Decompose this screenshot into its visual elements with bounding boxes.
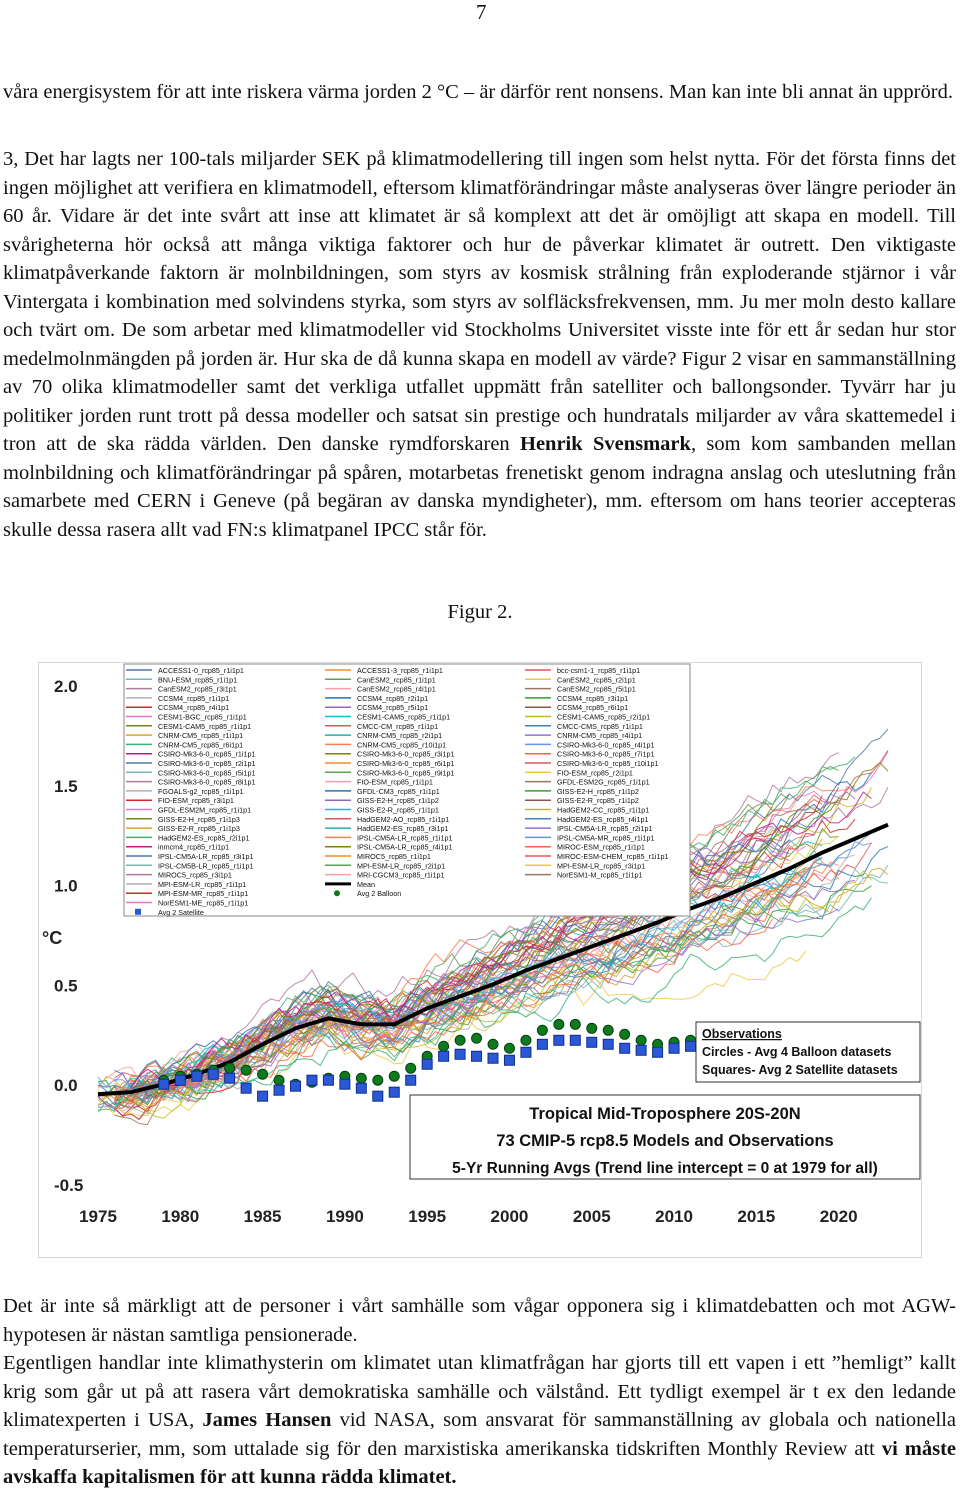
paragraph-2-text-a: 3, Det har lagts ner 100-tals miljarder SEK på klimatmodellering till ingen som helst nytta. För det första finns det ingen möjlighet att verifiera en klimatmodell, eftersom klimatförändringar måste analyseras över längre perioder än 60 år. Vidare är det inte svårt att inse att klimatet är så komplext att det är omöjligt att skapa en modell. Till svårigheterna hör också att många viktiga faktorer och hur de påverkar klimatet är outrett. Den viktigaste klimatpåverkande faktorn är molnbildningen, som styrs av kosmisk strålning från exploderande stjärnor i vår Vintergata i kombination med solvindens styrka, som styrs av solfläcksfrekvensen, mm. Ju mer moln desto kallare och tvärt om. De som arbetar med klimatmodeller vid Stockholms Universitet visste inte för ett år sedan hur stor medelmolnmängden på jorden är. Hur ska de då kunna skapa en modell av värde? Figur 2 visar en sammanställning av 70 olika klimatmodeller samt det verkliga utfallet uppmätt från satelliter och ballongsonder. Tyvärr har ju politiker jorden runt trott på dessa modeller och satsat sin prestige och hundratals miljarder av våra skattemedel i tron att de ska rädda världen. Den danske rymdforskaren: [3, 148, 956, 455]
legend-entry: ACCESS1-0_rcp85_r1i1p1: [158, 666, 244, 675]
observations-line: Observations: [702, 1027, 782, 1041]
balloon-point: [225, 1063, 235, 1073]
balloon-point: [472, 1033, 482, 1043]
y-tick-label: 1.0: [54, 876, 78, 896]
paragraph-1: våra energisystem för att inte riskera värma jorden 2 °C – är därför rent nonsens. Man kan inte bli annat än upprörd.: [3, 81, 953, 103]
legend-entry: CSIRO-Mk3-6-0_rcp85_r10i1p1: [557, 759, 659, 768]
satellite-point: [472, 1051, 482, 1061]
legend-entry: BNU-ESM_rcp85_r1i1p1: [158, 675, 238, 685]
legend-entry: CMCC-CM_rcp85_r1i1p1: [357, 721, 439, 731]
legend-entry: CanESM2_rcp85_r2i1p1: [557, 675, 636, 685]
satellite-point: [406, 1075, 416, 1085]
balloon-point: [554, 1019, 564, 1029]
balloon-point: [587, 1023, 597, 1033]
satellite-point: [537, 1039, 547, 1049]
legend-entry: CCSM4_rcp85_r3i1p1: [557, 693, 629, 703]
x-tick-label: 1980: [161, 1207, 200, 1226]
x-tick-label: 1985: [243, 1207, 282, 1226]
legend-entry: HadGEM2-ES_rcp85_r3i1p1: [357, 824, 449, 834]
satellite-point: [389, 1087, 399, 1097]
legend-entry: MPI-ESM-LR_rcp85_r3i1p1: [557, 861, 646, 871]
satellite-point: [159, 1079, 169, 1089]
legend-entry: CMCC-CMS_rcp85_r1i1p1: [557, 721, 643, 731]
legend-entry: GISS-E2-H_rcp85_r1i1p2: [557, 786, 639, 796]
satellite-point: [274, 1085, 284, 1095]
balloon-point: [504, 1043, 514, 1053]
satellite-point: [504, 1055, 514, 1065]
legend-entry: CESM1-CAM5_rcp85_r1i1p1: [158, 721, 252, 731]
legend-entry: MPI-ESM-LR_rcp85_r1i1p1: [158, 879, 247, 889]
balloon-point: [258, 1069, 268, 1079]
legend-entry: Avg 2 Balloon: [357, 889, 402, 899]
paragraph-4-text-b: vid NASA, som ansvarat för sammanställning av globala och nationella temperaturserier, mm, som uttalade sig för den marxistiska amerikanska tidskriften Monthly Review att: [3, 1409, 956, 1460]
legend-entry: MRI-CGCM3_rcp85_r1i1p1: [357, 870, 445, 880]
y-tick-label: 2.0: [54, 677, 78, 696]
balloon-point: [389, 1071, 399, 1081]
legend-entry: HadGEM2-ES_rcp85_r4i1p1: [557, 814, 649, 824]
legend-entry: MIROC5_rcp85_r1i1p1: [357, 852, 431, 861]
satellite-point: [192, 1071, 202, 1081]
satellite-point: [439, 1051, 449, 1061]
legend-entry: MPI-ESM-LR_rcp85_r2i1p1: [357, 861, 446, 871]
balloon-point: [241, 1065, 251, 1075]
balloon-point: [521, 1035, 531, 1045]
balloon-point: [406, 1063, 416, 1073]
legend-entry: FIO-ESM_rcp85_r1i1p1: [357, 777, 433, 787]
legend-entry: MIROC-ESM_rcp85_r1i1p1: [557, 842, 645, 852]
legend-entry: CCSM4_rcp85_r1i1p1: [158, 693, 230, 703]
y-tick-label: 0.0: [54, 1076, 78, 1096]
balloon-point: [603, 1025, 613, 1035]
legend-entry: GISS-E2-R_rcp85_r1i1p1: [357, 805, 439, 815]
legend-entry: GISS-E2-R_rcp85_r1i1p2: [557, 796, 639, 806]
x-tick-label: 2015: [737, 1207, 776, 1226]
satellite-point: [653, 1047, 663, 1057]
legend-entry: CSIRO-Mk3-6-0_rcp85_r4i1p1: [557, 740, 655, 750]
satellite-point: [225, 1073, 235, 1083]
legend-entry: CESM1-BGC_rcp85_r1i1p1: [158, 712, 247, 722]
legend-entry: CESM1-CAM5_rcp85_r2i1p1: [557, 712, 651, 722]
legend-entry: CCSM4_rcp85_r5i1p1: [357, 703, 429, 713]
legend-entry: CNRM-CM5_rcp85_r10i1p1: [357, 740, 447, 750]
x-tick-label: 2000: [490, 1207, 529, 1226]
legend-entry: Mean: [357, 879, 375, 889]
x-tick-label: 2010: [655, 1207, 693, 1226]
balloon-point: [620, 1029, 630, 1039]
balloon-point: [373, 1075, 383, 1085]
satellite-point: [488, 1053, 498, 1063]
satellite-point: [455, 1049, 465, 1059]
satellite-point: [603, 1039, 613, 1049]
legend-entry: bcc-csm1-1_rcp85_r1i1p1: [557, 666, 641, 675]
legend-entry: HadGEM2-AO_rcp85_r1i1p1: [357, 814, 450, 824]
balloon-point: [356, 1073, 366, 1083]
x-tick-label: 2005: [572, 1207, 611, 1226]
satellite-point: [208, 1069, 218, 1079]
observations-line: Circles - Avg 4 Balloon datasets: [702, 1045, 892, 1059]
legend-entry: FIO-ESM_rcp85_r2i1p1: [557, 768, 633, 778]
satellite-point: [669, 1043, 679, 1053]
x-tick-label: 1990: [325, 1207, 364, 1226]
satellite-point: [620, 1043, 630, 1053]
legend-entry: FGOALS-g2_rcp85_r1i1p1: [158, 786, 244, 796]
legend-entry: GISS-E2-H_rcp85_r1i1p3: [158, 814, 240, 824]
legend-entry: IPSL-CM5B-LR_rcp85_r1i1p1: [158, 861, 254, 871]
legend-balloon-swatch: [334, 890, 340, 896]
satellite-point: [258, 1091, 268, 1101]
legend-entry: CNRM-CM5_rcp85_r6i1p1: [158, 740, 244, 750]
legend-entry: CanESM2_rcp85_r3i1p1: [158, 684, 237, 694]
legend-entry: GFDL-ESM2G_rcp85_r1i1p1: [557, 777, 650, 787]
legend-entry: CanESM2_rcp85_r4i1p1: [357, 684, 436, 694]
legend-entry: CNRM-CM5_rcp85_r4i1p1: [557, 731, 643, 741]
legend-entry: NorESM1-M_rcp85_r1i1p1: [557, 870, 643, 880]
satellite-point: [307, 1075, 317, 1085]
legend-entry: CSIRO-Mk3-6-0_rcp85_r1i1p1: [158, 749, 256, 759]
paragraph-4-bold-quote: vi måste avskaffa kapitalismen för att kunna rädda klimatet.: [3, 1437, 956, 1488]
balloon-point: [488, 1039, 498, 1049]
legend-satellite-swatch: [135, 909, 141, 915]
satellite-point: [636, 1045, 646, 1055]
x-tick-label: 1995: [408, 1207, 447, 1226]
figure-caption: Figur 2.: [447, 601, 513, 623]
legend-entry: CSIRO-Mk3-6-0_rcp85_r7i1p1: [557, 749, 655, 759]
legend-entry: GISS-E2-H_rcp85_r1i1p2: [357, 796, 439, 806]
legend-entry: GISS-E2-R_rcp85_r1i1p3: [158, 824, 240, 834]
title-line: 5-Yr Running Avgs (Trend line intercept = 0 at 1979 for all): [452, 1160, 878, 1177]
balloon-point: [439, 1041, 449, 1051]
satellite-point: [291, 1081, 301, 1091]
observations-line: Squares- Avg 2 Satellite datasets: [702, 1063, 898, 1077]
x-tick-label: 2020: [819, 1207, 858, 1226]
legend-entry: CESM1-CAM5_rcp85_r1i1p1: [357, 712, 451, 722]
legend-entry: IPSL-CM5A-MR_rcp85_r1i1p1: [557, 833, 655, 843]
legend-entry: NorESM1-ME_rcp85_r1i1p1: [158, 898, 249, 908]
legend-entry: IPSL-CM5A-LR_rcp85_r2i1p1: [557, 824, 653, 834]
title-line: 73 CMIP-5 rcp8.5 Models and Observations: [496, 1132, 834, 1150]
legend-entry: CSIRO-Mk3-6-0_rcp85_r2i1p1: [158, 759, 256, 768]
y-tick-label: 1.5: [54, 776, 78, 796]
paragraph-3: Det är inte så märkligt att de personer i vårt samhälle som vågar opponera sig i klimatdebatten och mot AGW-hypotesen är nästan samtliga pensionerade.: [3, 1295, 956, 1346]
satellite-point: [241, 1083, 251, 1093]
legend-entry: CNRM-CM5_rcp85_r2i1p1: [357, 731, 443, 741]
paragraph-2: [3, 145, 956, 544]
legend-entry: CanESM2_rcp85_r1i1p1: [357, 675, 436, 685]
legend-entry: MIROC5_rcp85_r3i1p1: [158, 870, 232, 880]
satellite-point: [323, 1075, 333, 1085]
legend-entry: Avg 2 Satellite: [158, 907, 204, 917]
legend-entry: IPSL-CM5A-LR_rcp85_r3i1p1: [158, 852, 254, 861]
page-number: 7: [476, 0, 487, 24]
figure-2-chart: [38, 662, 922, 1258]
satellite-point: [554, 1035, 564, 1045]
legend-entry: GFDL-CM3_rcp85_r1i1p1: [357, 786, 440, 796]
legend-entry: MIROC-ESM-CHEM_rcp85_r1i1p1: [557, 852, 669, 861]
legend-entry: IPSL-CM5A-LR_rcp85_r1i1p1: [357, 833, 453, 843]
satellite-point: [686, 1041, 696, 1051]
x-tick-label: 1975: [79, 1207, 117, 1226]
legend-entry: inmcm4_rcp85_r1i1p1: [158, 842, 230, 852]
satellite-point: [373, 1091, 383, 1101]
legend-entry: FIO-ESM_rcp85_r3i1p1: [158, 796, 234, 806]
legend-entry: IPSL-CM5A-LR_rcp85_r4i1p1: [357, 842, 453, 852]
satellite-point: [570, 1035, 580, 1045]
legend-entry: ACCESS1-3_rcp85_r1i1p1: [357, 666, 443, 675]
legend-entry: GFDL-ESM2M_rcp85_r1i1p1: [158, 805, 252, 815]
legend-entry: CSIRO-Mk3-6-0_rcp85_r5i1p1: [158, 768, 256, 778]
legend-entry: CanESM2_rcp85_r5i1p1: [557, 684, 636, 694]
paragraph-2-text-b: , som kom sambanden mellan molnbildning och klimatförändringar på spåren, motarbetas frenetiskt genom indragna anslag och uteslutning från samarbete med CERN i Geneve (på begäran av danska myndigheter), mm. eftersom om hans teorier accepteras skulle dessa rasera allt vad FN:s klimatpanel IPCC står för.: [3, 433, 956, 541]
legend-entry: HadGEM2-CC_rcp85_r1i1p1: [557, 805, 650, 815]
legend-entry: CNRM-CM5_rcp85_r1i1p1: [158, 731, 244, 741]
balloon-point: [537, 1025, 547, 1035]
paragraph-4-text-a: Egentligen handlar inte klimathysterin om klimatet utan klimatfrågan har gjorts till ett vapen i ett ”hemligt” kallt krig som går ut på att rasera vårt demokratiska samhälle och välstånd. Ett tydligt exempel är t ex den ledande klimatexperten i USA,: [3, 1352, 956, 1431]
title-line: Tropical Mid-Troposphere 20S-20N: [529, 1105, 801, 1123]
satellite-point: [340, 1079, 350, 1089]
legend-entry: CCSM4_rcp85_r4i1p1: [158, 703, 230, 713]
legend-entry: CCSM4_rcp85_r6i1p1: [557, 703, 629, 713]
satellite-point: [356, 1083, 366, 1093]
balloon-point: [570, 1019, 580, 1029]
legend-entry: MPI-ESM-MR_rcp85_r1i1p1: [158, 889, 249, 899]
legend-entry: CSIRO-Mk3-6-0_rcp85_r6i1p1: [357, 759, 455, 768]
balloon-point: [274, 1075, 284, 1085]
legend-entry: CCSM4_rcp85_r2i1p1: [357, 693, 429, 703]
y-tick-label: -0.5: [54, 1176, 84, 1195]
satellite-point: [521, 1047, 531, 1057]
paragraph-4: [3, 1349, 956, 1492]
y-axis-label: °C: [42, 928, 63, 948]
legend-entry: HadGEM2-ES_rcp85_r2i1p1: [158, 833, 250, 843]
legend-entry: CSIRO-Mk3-6-0_rcp85_r8i1p1: [158, 777, 256, 787]
balloon-point: [636, 1035, 646, 1045]
y-tick-label: 0.5: [54, 976, 78, 996]
paragraph-4-bold-name: James Hansen: [202, 1409, 332, 1431]
satellite-point: [422, 1059, 432, 1069]
satellite-point: [587, 1037, 597, 1047]
satellite-point: [175, 1075, 185, 1085]
legend-entry: CSIRO-Mk3-6-0_rcp85_r9i1p1: [357, 768, 455, 778]
balloon-point: [455, 1035, 465, 1045]
legend-entry: CSIRO-Mk3-6-0_rcp85_r3i1p1: [357, 749, 455, 759]
paragraph-2-bold-name: Henrik Svensmark: [520, 433, 691, 455]
